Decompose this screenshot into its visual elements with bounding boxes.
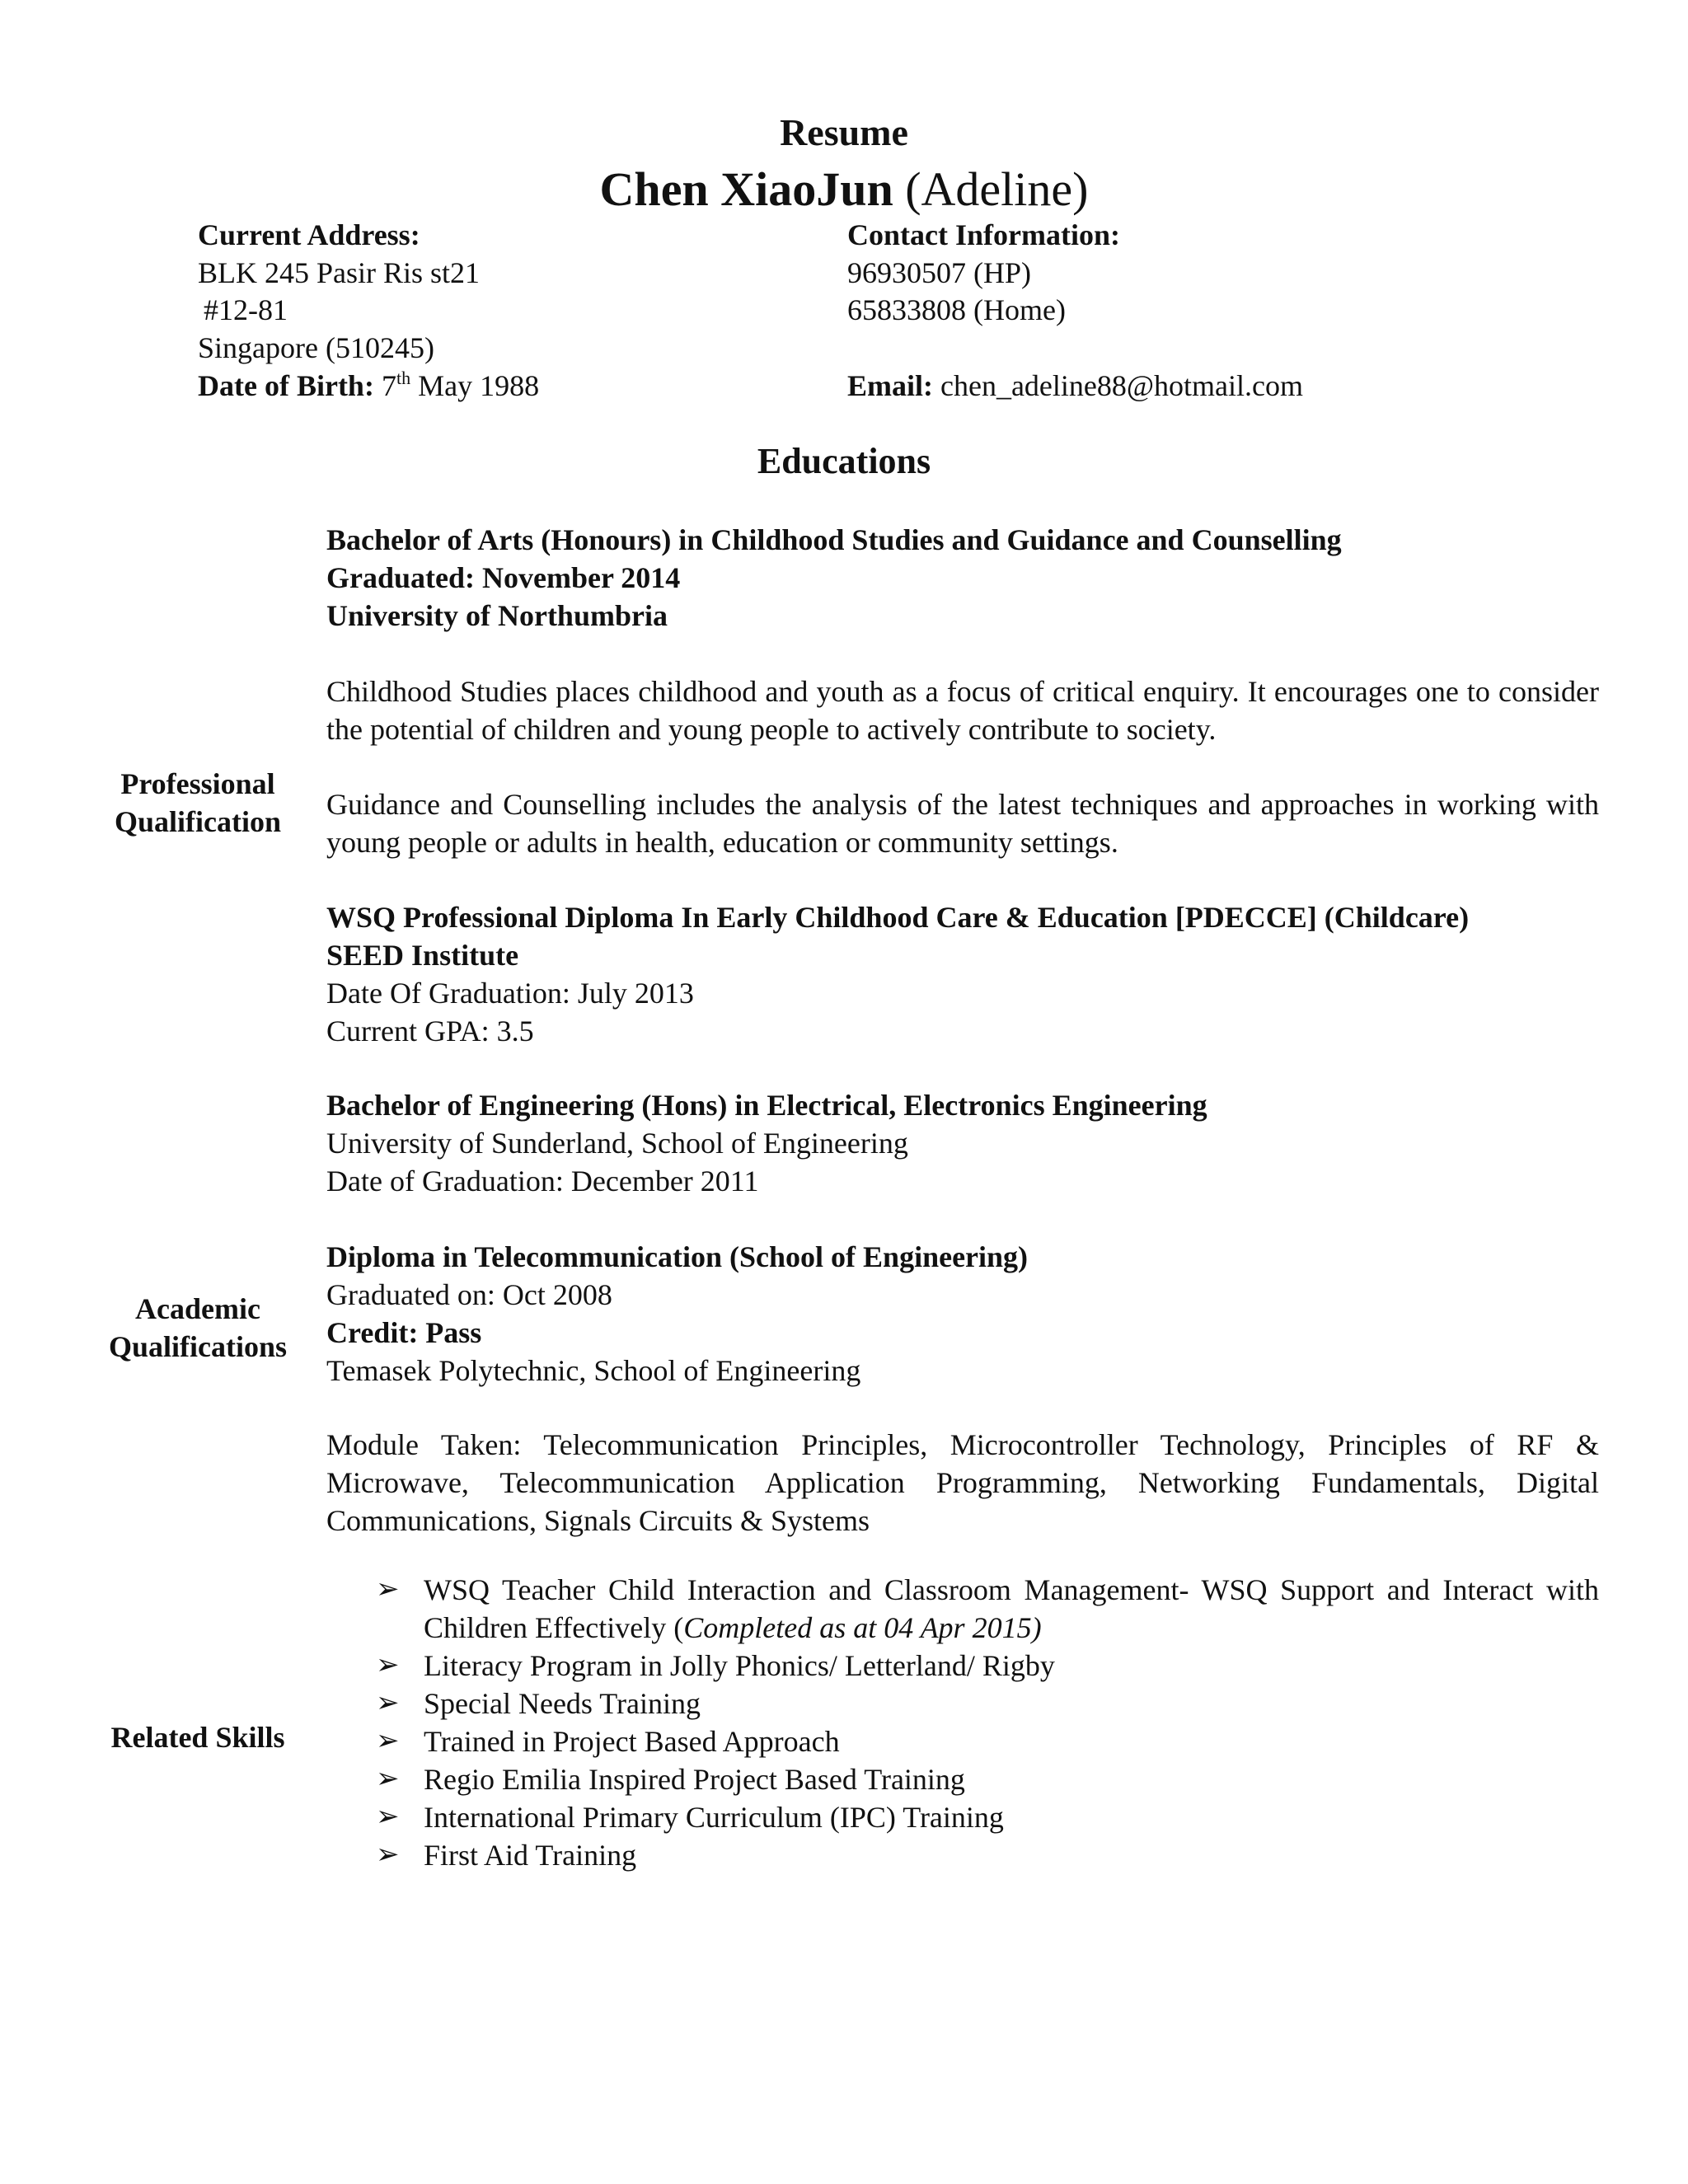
arrow-bullet-icon: ➢	[376, 1764, 400, 1794]
email-label: Email:	[847, 369, 933, 402]
professional-label-line-1: Professional	[120, 767, 275, 800]
degree4-title: Diploma in Telecommunication (School of Engineering)	[326, 1240, 1029, 1273]
address-line-1: BLK 245 Pasir Ris st21	[198, 256, 481, 289]
dob-rest: May 1988	[418, 369, 540, 402]
degree2-gpa: Current GPA: 3.5	[326, 1015, 534, 1047]
skill-item-text: First Aid Training	[424, 1839, 637, 1872]
address-line-2: #12-81	[204, 293, 288, 326]
degree1-school: University of Northumbria	[326, 599, 668, 632]
page-title: Resume	[780, 111, 908, 153]
dob-suffix: th	[396, 368, 411, 388]
degree3-school: University of Sunderland, School of Engineering	[326, 1127, 908, 1160]
arrow-bullet-icon: ➢	[376, 1802, 400, 1832]
contact-home: 65833808 (Home)	[847, 293, 1066, 326]
nickname-text: (Adeline)	[905, 162, 1089, 216]
email-value: chen_adeline88@hotmail.com	[940, 369, 1304, 402]
degree4-school: Temasek Polytechnic, School of Engineering	[326, 1354, 861, 1387]
degree1-description-2: Guidance and Counselling includes the analysis of the latest techniques and approaches in working with young people or adults in health, education or community settings.	[326, 788, 1599, 859]
skill-item	[376, 1836, 1599, 1874]
arrow-bullet-icon: ➢	[376, 1650, 400, 1680]
applicant-name	[0, 162, 1688, 217]
skill-item	[376, 1685, 1599, 1722]
degree4-credit: Credit: Pass	[326, 1316, 482, 1349]
skill-item-completion: Completed as at 04 Apr 2015)	[683, 1611, 1042, 1644]
skill-item-text: International Primary Curriculum (IPC) Training	[424, 1801, 1004, 1834]
academic-qualifications-label	[92, 1290, 303, 1366]
degree3-title: Bachelor of Engineering (Hons) in Electrical, Electronics Engineering	[326, 1089, 1207, 1122]
skill-item-text: Trained in Project Based Approach	[424, 1725, 840, 1758]
address-line-3: Singapore (510245)	[198, 331, 434, 364]
degree2-school: SEED Institute	[326, 939, 519, 972]
skill-item-text: Special Needs Training	[424, 1687, 701, 1720]
skill-item-text: Literacy Program in Jolly Phonics/ Letterland/ Rigby	[424, 1649, 1055, 1682]
skill-item	[376, 1647, 1599, 1685]
skill-item	[376, 1760, 1599, 1798]
arrow-bullet-icon: ➢	[376, 1574, 400, 1605]
professional-qualification-label	[92, 765, 303, 841]
educations-title: Educations	[757, 441, 931, 481]
degree4-modules: Module Taken: Telecommunication Principles, Microcontroller Technology, Principles of RF & Microwave, Telecommunication Application Programming, Networking Fundamentals, Digital Communications, Signals Circuits & Systems	[326, 1428, 1599, 1537]
academic-label-line-2: Qualifications	[108, 1330, 288, 1363]
skill-item-text: WSQ Teacher Child Interaction and Classroom Management- WSQ Support and Interact with Children Effectively (	[424, 1573, 1599, 1644]
related-skills-label: Related Skills	[110, 1721, 285, 1754]
date-of-birth	[198, 367, 539, 405]
dob-label: Date of Birth:	[198, 369, 374, 402]
degree1-description-1: Childhood Studies places childhood and youth as a focus of critical enquiry. It encourages one to consider the potential of children and young people to actively contribute to society.	[326, 675, 1599, 746]
skills-list	[376, 1571, 1599, 1874]
contact-label: Contact Information:	[847, 218, 1120, 251]
arrow-bullet-icon: ➢	[376, 1726, 400, 1756]
dob-day: 7	[381, 369, 396, 402]
contact-hp: 96930507 (HP)	[847, 256, 1031, 289]
degree3-graduation: Date of Graduation: December 2011	[326, 1165, 759, 1197]
name-text: Chen XiaoJun	[599, 162, 893, 216]
academic-label-line-1: Academic	[135, 1292, 260, 1325]
arrow-bullet-icon: ➢	[376, 1688, 400, 1718]
address-label: Current Address:	[198, 218, 420, 251]
skill-item	[376, 1722, 1599, 1760]
degree1-graduated: Graduated: November 2014	[326, 561, 681, 594]
arrow-bullet-icon: ➢	[376, 1840, 400, 1870]
degree1-title: Bachelor of Arts (Honours) in Childhood Studies and Guidance and Counselling	[326, 523, 1342, 556]
degree2-title: WSQ Professional Diploma In Early Childhood Care & Education [PDECCE] (Childcare)	[326, 901, 1470, 934]
contact-email-row	[847, 367, 1303, 405]
degree4-graduated: Graduated on: Oct 2008	[326, 1278, 612, 1311]
degree2-graduation: Date Of Graduation: July 2013	[326, 977, 694, 1010]
skill-item-text: Regio Emilia Inspired Project Based Training	[424, 1763, 965, 1796]
skill-item	[376, 1571, 1599, 1647]
skill-item	[376, 1798, 1599, 1836]
professional-label-line-2: Qualification	[114, 805, 281, 838]
